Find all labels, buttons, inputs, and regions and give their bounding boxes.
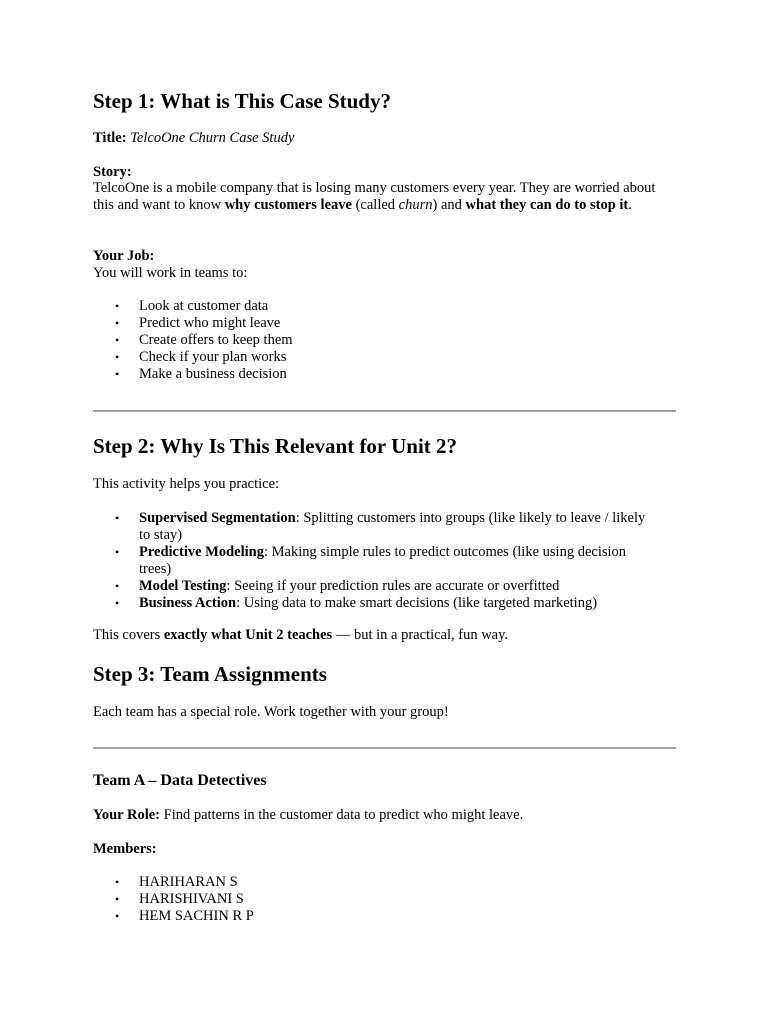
story-paragraph: TelcoOne is a mobile company that is losing many customers every year. They are worried about this and want to know why customers leave (called churn) and what they can do to stop it. (93, 180, 656, 213)
step3-heading: Step 3: Team Assignments (93, 662, 327, 686)
team-a-heading: Team A – Data Detectives (93, 772, 267, 789)
list-item: • Model Testing: Seeing if your prediction rules are accurate or overfitted (115, 578, 560, 594)
members-list (93, 874, 653, 925)
list-item: • Supervised Segmentation: Splitting customers into groups (like likely to leave / likely to stay) (115, 510, 646, 543)
job-label: Your Job: (93, 248, 155, 264)
step2-intro: This activity helps you practice: (93, 476, 280, 492)
list-item: • Check if your plan works (115, 349, 287, 365)
list-item: • Business Action: Using data to make smart decisions (like targeted marketing) (115, 595, 598, 611)
job-list (93, 298, 653, 383)
section-divider (93, 410, 676, 412)
step1-heading: Step 1: What is This Case Study? (93, 89, 391, 113)
list-item: • HEM SACHIN R P (115, 908, 254, 924)
members-label: Members: (93, 841, 157, 857)
section-divider (93, 747, 676, 749)
list-item: • Look at customer data (115, 298, 269, 314)
list-item: • HARISHIVANI S (115, 891, 244, 907)
title-label: Title: (93, 130, 127, 146)
list-item: • HARIHARAN S (115, 874, 238, 890)
case-title: TelcoOne Churn Case Study (130, 130, 295, 146)
job-intro: You will work in teams to: (93, 265, 248, 281)
step3-intro: Each team has a special role. Work together with your group! (93, 704, 449, 720)
story-label: Story: (93, 164, 132, 180)
list-item: • Make a business decision (115, 366, 287, 382)
case-title-line (93, 130, 676, 147)
list-item: • Predictive Modeling: Making simple rules to predict outcomes (like using decision trees) (115, 544, 627, 577)
step2-heading: Step 2: Why Is This Relevant for Unit 2? (93, 434, 458, 458)
list-item: • Predict who might leave (115, 315, 281, 331)
list-item: • Create offers to keep them (115, 332, 293, 348)
team-a-role: Your Role: Find patterns in the customer data to predict who might leave. (93, 807, 524, 823)
covers-paragraph: This covers exactly what Unit 2 teaches — but in a practical, fun way. (93, 627, 509, 643)
skills-list (93, 510, 648, 612)
